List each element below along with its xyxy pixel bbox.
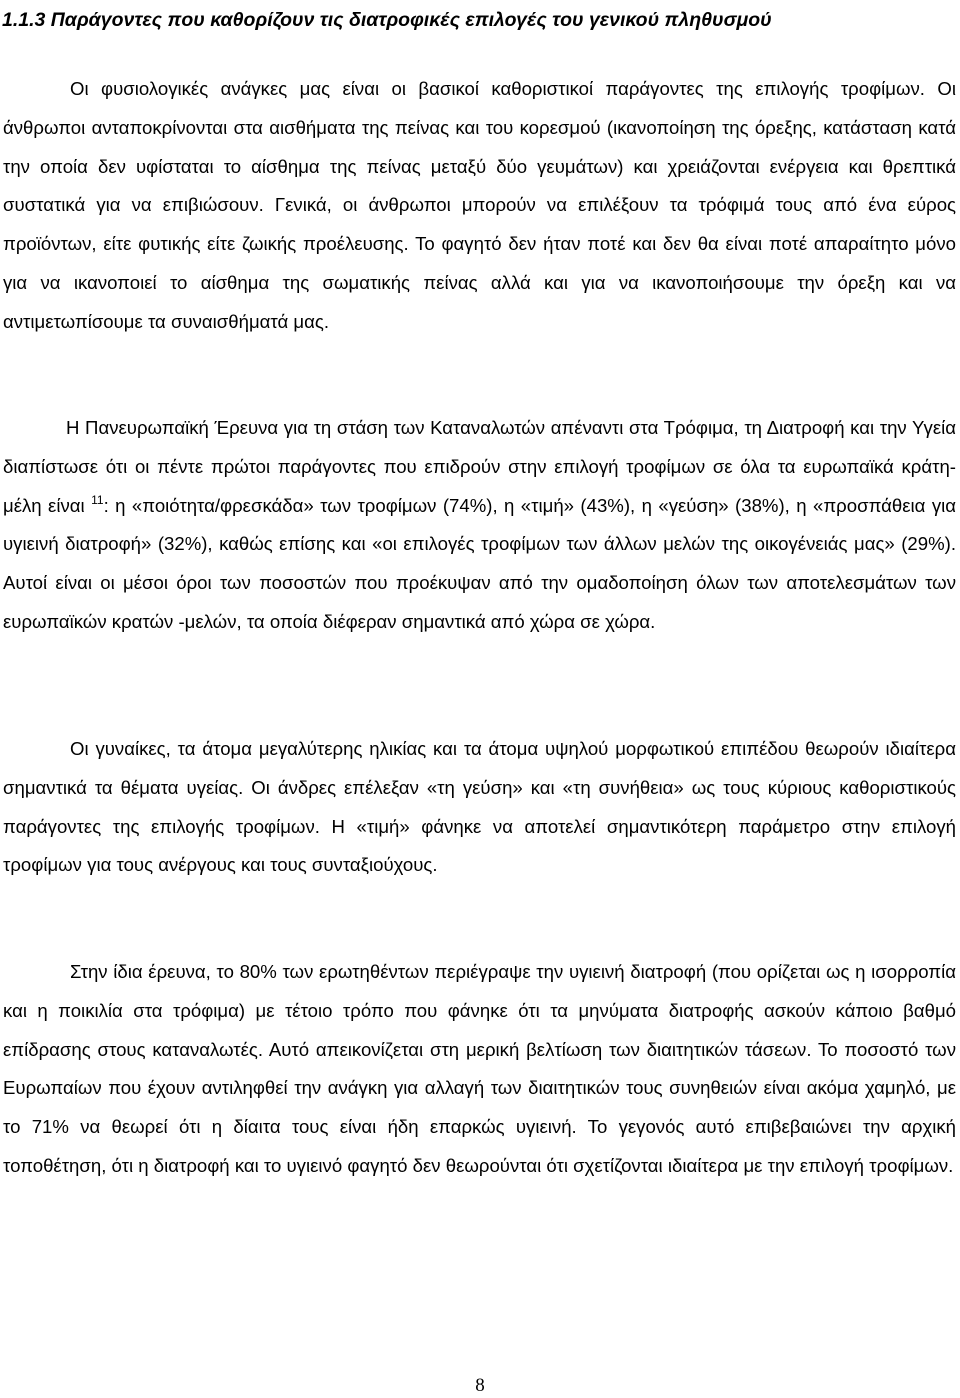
paragraph-text: : η «ποιότητα/φρεσκάδα» των τροφίμων (74%), η «τιμή» (43%), η «γεύση» (38%), η «προσπάθεια για υγιεινή διατροφή» (32%), καθώς επίσης και «οι επιλογές τροφίμων των άλλων μελών της οικογένειάς μας» (29%). Αυτοί είναι οι μέσοι όροι των ποσοστών που προέκυψαν από την ομαδοποίηση όλων των αποτελεσμάτων των ευρωπαϊκών κρατών -μελών, τα οποία διέφεραν σημαντικά από χώρα σε χώρα.: [3, 494, 956, 632]
paragraph-pan-european-survey: [3, 409, 956, 642]
reference-superscript: 11: [91, 492, 104, 507]
paragraph-healthy-diet-perception: Στην ίδια έρευνα, το 80% των ερωτηθέντων περιέγραψε την υγιεινή διατροφή (που ορίζεται ως η ισορροπία και η ποικιλία στα τρόφιμα) με τέτοιο τρόπο που φάνηκε ότι τα μηνύματα διατροφής ασκούν κάποιο βαθμό επίδρασης στους καταναλωτές. Αυτό απεικονίζεται στη μερική βελτίωση των διαιτητικών τάσεων. Το ποσοστό των Ευρωπαίων που έχουν αντιληφθεί την ανάγκη για αλλαγή των διαιτητικών τους συνηθειών είναι ακόμα χαμηλό, με το 71% να θεωρεί ότι η δίαιτα τους είναι ήδη επαρκώς υγιεινή. Το γεγονός αυτό επιβεβαιώνει την αρχική τοποθέτηση, ότι η διατροφή και το υγιεινό φαγητό δεν θεωρούνται ότι σχετίζονται ιδιαίτερα με την επιλογή τροφίμων.: [3, 961, 956, 1176]
paragraph-text: Η Πανευρωπαϊκή Έρευνα για τη στάση των Καταναλωτών απέναντι στα Τρόφιμα, τη Διατροφή και την Υγεία διαπίστωσε ότι οι πέντε πρώτοι παράγοντες που επιδρούν στην επιλογή τροφίμων σε όλα τα ευρωπαϊκά κράτη-μέλη είναι: [3, 417, 956, 516]
paragraph-physiological-needs: Οι φυσιολογικές ανάγκες μας είναι οι βασικοί καθοριστικοί παράγοντες της επιλογής τροφίμων. Οι άνθρωποι ανταποκρίνονται στα αισθήματα της πείνας και του κορεσμού (ικανοποίηση της όρεξης, κατάσταση κατά την οποία δεν υφίσταται το αίσθημα της πείνας μεταξύ δύο γευμάτων) και χρειάζονται ενέργεια και θρεπτικά συστατικά για να επιβιώσουν. Γενικά, οι άνθρωποι μπορούν να επιλέξουν τα τρόφιμά τους από ένα εύρος προϊόντων, είτε φυτικής είτε ζωικής προέλευσης. Το φαγητό δεν ήταν ποτέ και δεν θα είναι ποτέ απαραίτητο μόνο για να ικανοποιεί το αίσθημα της σωματικής πείνας αλλά και για να ικανοποιήσουμε την όρεξη και να αντιμετωπίσουμε τα συναισθήματά μας.: [3, 78, 956, 332]
paragraph-demographics: Οι γυναίκες, τα άτομα μεγαλύτερης ηλικίας και τα άτομα υψηλού μορφωτικού επιπέδου θεωρούν ιδιαίτερα σημαντικά τα θέματα υγείας. Οι άνδρες επέλεξαν «τη γεύση» και «τη συνήθεια» ως τους κύριους καθοριστικούς παράγοντες της επιλογής τροφίμων. Η «τιμή» φάνηκε να αποτελεί σημαντικότερη παράμετρο στην επιλογή τροφίμων για τους ανέργους και τους συνταξιούχους.: [3, 738, 956, 876]
page-number: 8: [475, 1375, 485, 1396]
section-heading: 1.1.3 Παράγοντες που καθορίζουν τις διατροφικές επιλογές του γενικού πληθυσμού: [2, 9, 772, 31]
